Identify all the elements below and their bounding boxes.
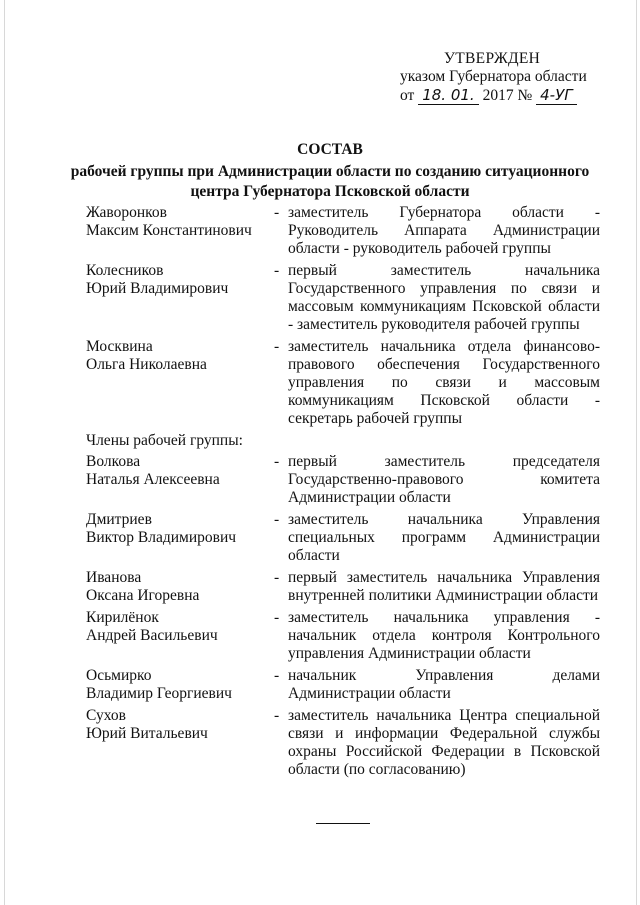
roster bbox=[86, 204, 600, 783]
leaders-list bbox=[86, 204, 600, 428]
approval-date-line bbox=[400, 86, 600, 105]
person-name bbox=[86, 338, 274, 428]
heading-title: СОСТАВ bbox=[297, 141, 363, 158]
person-name bbox=[86, 609, 274, 663]
roster-row bbox=[86, 453, 600, 507]
separator-dash: - bbox=[274, 569, 280, 586]
handwritten-date: 18. 01. bbox=[418, 86, 478, 105]
separator-dash: - bbox=[274, 511, 280, 528]
person-surname: Осьмирко bbox=[86, 667, 152, 684]
approval-stamp bbox=[400, 50, 600, 105]
separator-dash: - bbox=[274, 262, 280, 279]
scan-edge-left bbox=[4, 0, 5, 905]
person-given-names: Наталья Алексеевна bbox=[86, 471, 220, 488]
person-given-names: Юрий Витальевич bbox=[86, 725, 208, 742]
person-role: заместитель начальника Центра специальной связи и информации Федеральной службы охраны Российской Федерации в Псковской области (по согласованию) bbox=[288, 707, 600, 778]
separator-dash: - bbox=[274, 338, 280, 355]
document-heading bbox=[60, 140, 600, 202]
person-given-names: Ольга Николаевна bbox=[86, 356, 207, 373]
person-role: первый заместитель начальника Государственного управления по связи и массовым коммуникациям Псковской области - заместитель руководителя рабочей группы bbox=[288, 262, 600, 333]
roster-row bbox=[86, 667, 600, 703]
person-name bbox=[86, 569, 274, 605]
heading-subtitle: рабочей группы при Администрации области по созданию ситуационного центра Губернатора Псковской области bbox=[70, 163, 590, 200]
person-role: заместитель Губернатора области - Руководитель Аппарата Администрации области - руководитель рабочей группы bbox=[288, 204, 600, 257]
person-given-names: Андрей Васильевич bbox=[86, 627, 218, 644]
handwritten-number: 4-УГ bbox=[536, 86, 576, 105]
date-prefix: от bbox=[400, 87, 415, 104]
person-name bbox=[86, 262, 274, 334]
person-role: начальник Управления делами Администрации области bbox=[288, 667, 600, 702]
closing-rule bbox=[316, 823, 370, 824]
person-name bbox=[86, 707, 274, 779]
approval-decree: указом Губернатора области bbox=[400, 68, 587, 85]
person-given-names: Оксана Игоревна bbox=[86, 587, 200, 604]
person-role: первый заместитель председателя Государственно-правового комитета Администрации области bbox=[288, 453, 600, 506]
person-surname: Иванова bbox=[86, 569, 142, 586]
members-list bbox=[86, 453, 600, 779]
separator-dash: - bbox=[274, 707, 280, 724]
person-given-names: Юрий Владимирович bbox=[86, 280, 229, 297]
person-surname: Колесников bbox=[86, 262, 164, 279]
members-label: Члены рабочей группы: bbox=[86, 432, 243, 449]
person-name bbox=[86, 453, 274, 507]
roster-row bbox=[86, 707, 600, 779]
roster-row bbox=[86, 204, 600, 258]
person-given-names: Максим Константинович bbox=[86, 222, 252, 239]
person-surname: Дмитриев bbox=[86, 511, 152, 528]
person-role: первый заместитель начальника Управления внутренней политики Администрации области bbox=[288, 569, 600, 604]
roster-row bbox=[86, 262, 600, 334]
person-surname: Жаворонков bbox=[86, 204, 167, 221]
person-given-names: Владимир Георгиевич bbox=[86, 685, 232, 702]
person-surname: Москвина bbox=[86, 338, 153, 355]
separator-dash: - bbox=[274, 667, 280, 684]
person-role: заместитель начальника Управления специальных программ Администрации области bbox=[288, 511, 600, 564]
roster-row bbox=[86, 569, 600, 605]
person-role: заместитель начальника отдела финансово-правового обеспечения Государственного управления по связи и массовым коммуникациям Псковской области - секретарь рабочей группы bbox=[288, 338, 600, 427]
separator-dash: - bbox=[274, 453, 280, 470]
person-name bbox=[86, 511, 274, 565]
person-surname: Кирилёнок bbox=[86, 609, 159, 626]
separator-dash: - bbox=[274, 609, 280, 626]
roster-row bbox=[86, 609, 600, 663]
roster-row bbox=[86, 338, 600, 428]
person-surname: Сухов bbox=[86, 707, 126, 724]
separator-dash: - bbox=[274, 204, 280, 221]
person-name bbox=[86, 667, 274, 703]
person-role: заместитель начальника управления - начальник отдела контроля Контрольного управления Администрации области bbox=[288, 609, 600, 662]
person-given-names: Виктор Владимирович bbox=[86, 529, 237, 546]
decree-year: 2017 № bbox=[482, 87, 533, 104]
roster-row bbox=[86, 511, 600, 565]
person-surname: Волкова bbox=[86, 453, 141, 470]
scan-edge-right bbox=[636, 0, 637, 905]
approval-title: УТВЕРЖДЕН bbox=[444, 50, 541, 67]
person-name bbox=[86, 204, 274, 258]
